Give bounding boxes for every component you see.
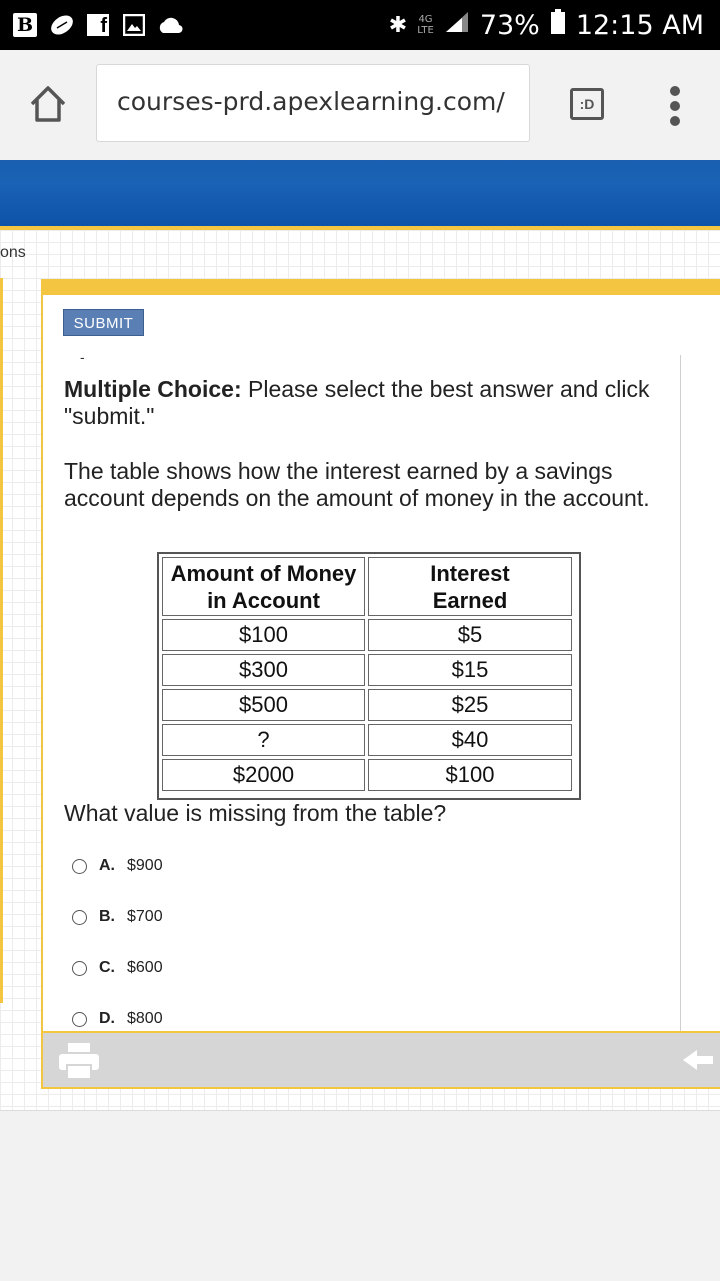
choice-letter: C.	[99, 959, 115, 976]
clock: 12:15 AM	[575, 9, 704, 41]
table-header-amount	[162, 557, 365, 616]
header-line: Amount of Money	[170, 560, 357, 586]
site-header	[0, 160, 720, 226]
question-prompt: What value is missing from the table?	[64, 800, 447, 826]
home-icon[interactable]	[28, 84, 68, 124]
choice-letter: B.	[99, 908, 115, 925]
sidebar-tab-label[interactable]: ons	[0, 244, 26, 261]
bing-icon: B	[12, 13, 38, 37]
battery-icon	[550, 9, 566, 42]
facebook-icon: f	[86, 13, 110, 37]
header-line: Earned	[432, 587, 508, 613]
table-row	[162, 689, 572, 721]
choice-b[interactable]	[72, 906, 163, 928]
radio-button[interactable]	[72, 1012, 87, 1027]
interest-table	[159, 554, 575, 794]
table-cell: $2000	[162, 759, 365, 791]
choice-text: $900	[127, 857, 163, 874]
table-cell: $100	[162, 619, 365, 651]
print-icon[interactable]	[59, 1043, 99, 1079]
table-row	[162, 724, 572, 756]
battery-percent: 73%	[479, 9, 540, 41]
back-arrow-icon[interactable]	[683, 1049, 713, 1071]
url-text: courses-prd.apexlearning.com/	[117, 87, 505, 116]
table-cell: $25	[368, 689, 572, 721]
instructions	[64, 376, 664, 430]
table-cell: $15	[368, 654, 572, 686]
football-icon	[48, 13, 76, 37]
overflow-menu-icon[interactable]	[664, 86, 684, 126]
browser-toolbar	[0, 50, 720, 160]
header-line: in Account	[207, 587, 320, 613]
choice-a[interactable]	[72, 855, 163, 877]
tick-mark: -	[80, 349, 85, 365]
submit-button[interactable]: SUBMIT	[63, 309, 144, 336]
table-cell: ?	[162, 724, 365, 756]
table-header-interest	[368, 557, 572, 616]
choice-text: $700	[127, 908, 163, 925]
choice-text: $800	[127, 1010, 163, 1027]
choice-d[interactable]	[72, 1008, 163, 1030]
cloud-icon	[156, 13, 184, 37]
card-footer	[41, 1031, 720, 1089]
sidebar-divider	[0, 278, 3, 1003]
bluetooth-icon: ✱	[388, 12, 408, 38]
table-header-row	[162, 557, 572, 616]
instructions-text: Please select the best answer and click "submit."	[64, 376, 650, 429]
choice-c[interactable]	[72, 957, 163, 979]
table-row	[162, 654, 572, 686]
choice-text: $600	[127, 959, 163, 976]
question-passage: The table shows how the interest earned by a savings account depends on the amount of money in the account.	[64, 458, 650, 511]
signal-icon	[444, 10, 470, 41]
page-bottom	[0, 1110, 720, 1281]
table-cell: $300	[162, 654, 365, 686]
table-cell: $40	[368, 724, 572, 756]
scroll-divider	[680, 355, 681, 1031]
instructions-label: Multiple Choice:	[64, 376, 242, 402]
choice-letter: A.	[99, 857, 115, 874]
gallery-icon	[122, 13, 146, 37]
table-row	[162, 759, 572, 791]
card-header-stripe	[41, 279, 720, 295]
radio-button[interactable]	[72, 910, 87, 925]
tab-switcher-button[interactable]: :D	[570, 88, 604, 120]
url-bar[interactable]	[96, 64, 530, 142]
choice-letter: D.	[99, 1010, 115, 1027]
table-cell: $5	[368, 619, 572, 651]
radio-button[interactable]	[72, 859, 87, 874]
status-bar	[0, 0, 720, 50]
network-icon: 4G LTE	[417, 14, 434, 36]
table-cell: $500	[162, 689, 365, 721]
table-cell: $100	[368, 759, 572, 791]
table-row	[162, 619, 572, 651]
radio-button[interactable]	[72, 961, 87, 976]
data-table	[157, 552, 581, 800]
header-line: Interest	[430, 560, 510, 586]
